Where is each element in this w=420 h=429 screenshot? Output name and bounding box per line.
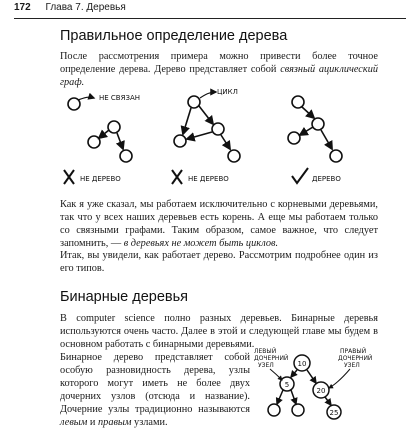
caption-not-tree-1: НЕ ДЕРЕВО [80, 175, 121, 183]
label-cycle: ЦИКЛ [217, 88, 238, 96]
label-right-child-1: ПРАВЫЙ [340, 348, 367, 355]
node-right-right-label: 25 [329, 409, 339, 417]
label-not-connected: НЕ СВЯЗАН [99, 94, 141, 102]
node-root-label: 10 [297, 360, 307, 368]
paragraph-rooted-trees: Как я уже сказал, мы работаем исключительно с корневыми деревьями, так что у всех наших деревьев есть корень. А еще мы работаем только со связными графами. Таким образом, самое важное, что следует запомнить, — в деревьях не может быть циклов. [60, 199, 378, 249]
paragraph-summary: Итак, вы увидели, как работает дерево. Рассмотрим подробнее один из его типов. [60, 250, 378, 274]
caption-tree: ДЕРЕВО [312, 175, 341, 183]
node-right-label: 20 [316, 387, 326, 395]
chapter-title: Глава 7. Деревья [45, 2, 126, 13]
check-mark-icon [292, 168, 308, 183]
label-right-child-2: ДОЧЕРНИЙ [338, 355, 373, 362]
graph-with-cycle [174, 92, 240, 162]
graph-tree [288, 96, 342, 162]
node-left-label: 5 [284, 381, 290, 389]
page-number: 172 [14, 2, 31, 13]
label-left-child-2: ДОЧЕРНИЙ [254, 355, 289, 362]
figure-binary-tree [254, 346, 378, 420]
cross-mark-icon [172, 170, 182, 184]
section-title-binary-trees: Бинарные деревья [60, 289, 189, 305]
paragraph-binary-definition: Бинарное дерево представляет собой особую разновидность дерева, узлы которого могут иметь не более двух дочерних узлов (отсюда и название). Дочерние узлы традиционно называются левым и правым узлами. [60, 352, 250, 428]
running-header [14, 0, 406, 19]
figure-graph-examples [56, 86, 376, 192]
paragraph-binary-intro: В computer science полно разных деревьев. Бинарные деревья используются очень часто. Далее в этой и следующей главе мы будем в основном работать с бинарными деревьями. [60, 313, 378, 350]
graph-not-connected [68, 97, 132, 162]
label-right-child-3: УЗЕЛ [344, 362, 360, 369]
node-left-left [268, 404, 280, 416]
label-left-child-1: ЛЕВЫЙ [254, 348, 277, 355]
node-left-right [292, 404, 304, 416]
section-title-definition: Правильное определение дерева [60, 28, 288, 44]
caption-not-tree-2: НЕ ДЕРЕВО [188, 175, 229, 183]
cross-mark-icon [64, 170, 74, 184]
paragraph-definition: После рассмотрения примера можно привести более точное определение дерева. Дерево представляет собой связный ациклический граф. [60, 51, 378, 88]
label-left-child-3: УЗЕЛ [258, 362, 274, 369]
